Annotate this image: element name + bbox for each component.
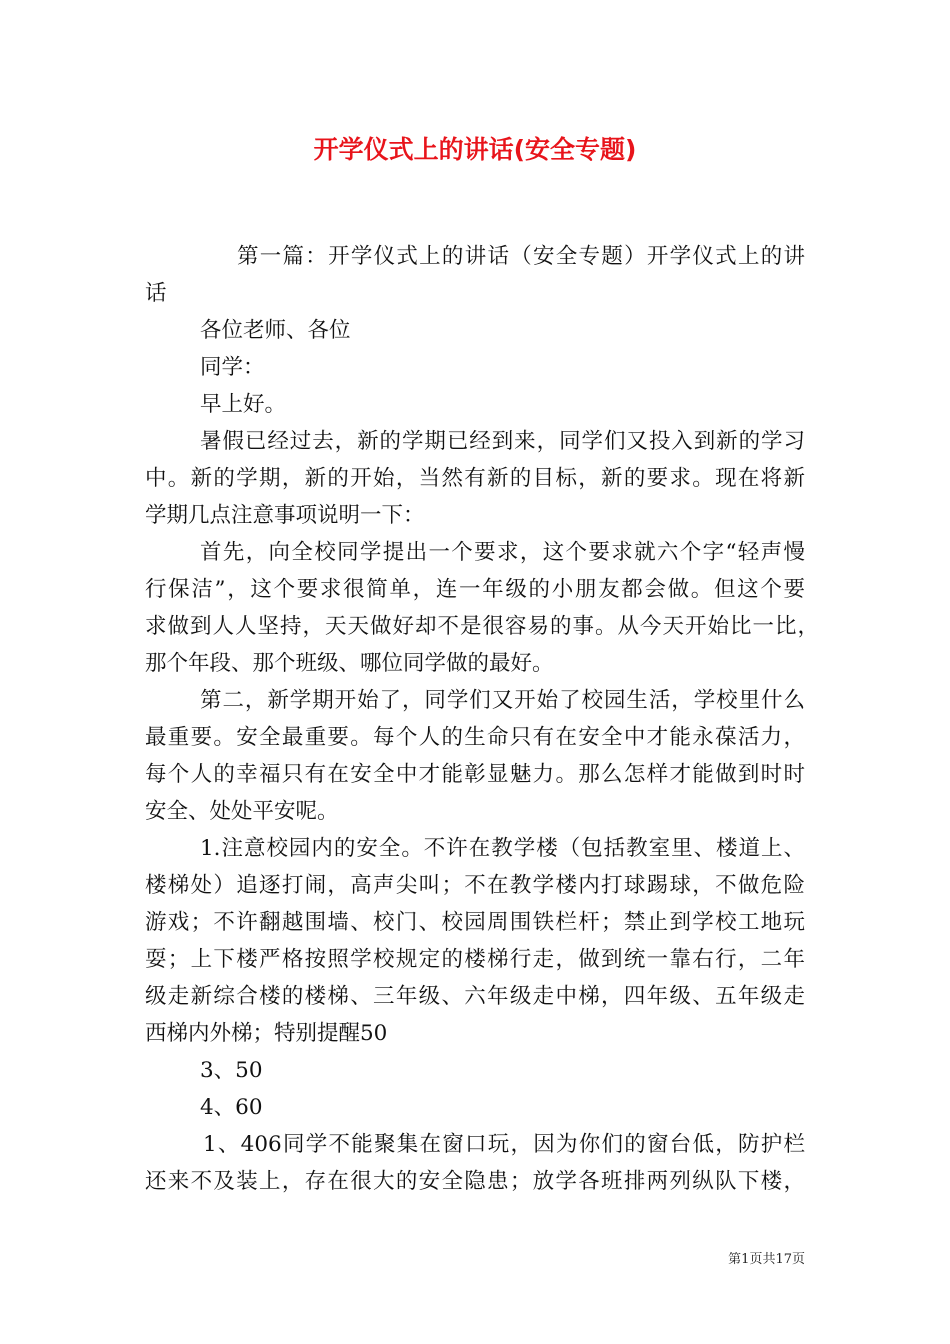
text-line: 3、50 (200, 1058, 263, 1083)
text-line: 话 (145, 281, 167, 306)
text-line: 中。新的学期，新的开始，当然有新的目标，新的要求。现在将新 (145, 466, 805, 491)
text-line: 楼梯处）追逐打闹，高声尖叫；不在教学楼内打球踢球，不做危险 (145, 873, 805, 898)
text-line: 级走新综合楼的楼梯、三年级、六年级走中梯，四年级、五年级走 (145, 984, 805, 1009)
text-line: 首先，向全校同学提出一个要求，这个要求就六个字“轻声慢 (200, 540, 805, 565)
text-line: 求做到人人坚持，天天做好却不是很容易的事。从今天开始比一比， (145, 614, 819, 639)
text-line: 安全、处处平安呢。 (145, 799, 339, 824)
text-line: 耍；上下楼严格按照学校规定的楼梯行走，做到统一靠右行，二年 (145, 947, 805, 972)
text-line: 早上好。 (200, 392, 287, 417)
text-line: 各位老师、各位 (200, 318, 351, 343)
text-line: 行保洁”，这个要求很简单，连一年级的小朋友都会做。但这个要 (145, 577, 805, 602)
text-line: 第二，新学期开始了，同学们又开始了校园生活，学校里什么 (200, 688, 805, 713)
text-line: 西梯内外梯；特别提醒50 (145, 1021, 388, 1046)
text-line: 还来不及装上，存在很大的安全隐患；放学各班排两列纵队下楼， (145, 1169, 805, 1194)
text-line: 学期几点注意事项说明一下： (145, 503, 425, 528)
text-line: 每个人的幸福只有在安全中才能彰显魅力。那么怎样才能做到时时 (145, 762, 805, 787)
text-line: 1.注意校园内的安全。不许在教学楼（包括教室里、楼道上、 (200, 836, 805, 861)
text-line: 游戏；不许翻越围墙、校门、校园周围铁栏杆；禁止到学校工地玩 (145, 910, 805, 935)
text-line: 那个年段、那个班级、哪位同学做的最好。 (145, 651, 554, 676)
page-number: 第1页共17页 (728, 1252, 805, 1267)
text-line: 暑假已经过去，新的学期已经到来，同学们又投入到新的学习 (200, 429, 805, 454)
text-line: 同学： (200, 355, 265, 380)
text-line: 1、406同学不能聚集在窗口玩，因为你们的窗台低，防护栏 (203, 1132, 805, 1157)
text-line: 4、60 (200, 1095, 263, 1120)
text-line: 最重要。安全最重要。每个人的生命只有在安全中才能永葆活力， (145, 725, 805, 750)
document-body (145, 238, 819, 1200)
text-line: 第一篇：开学仪式上的讲话（安全专题）开学仪式上的讲 (237, 244, 805, 269)
document-title: 开学仪式上的讲话(安全专题) (313, 135, 637, 164)
